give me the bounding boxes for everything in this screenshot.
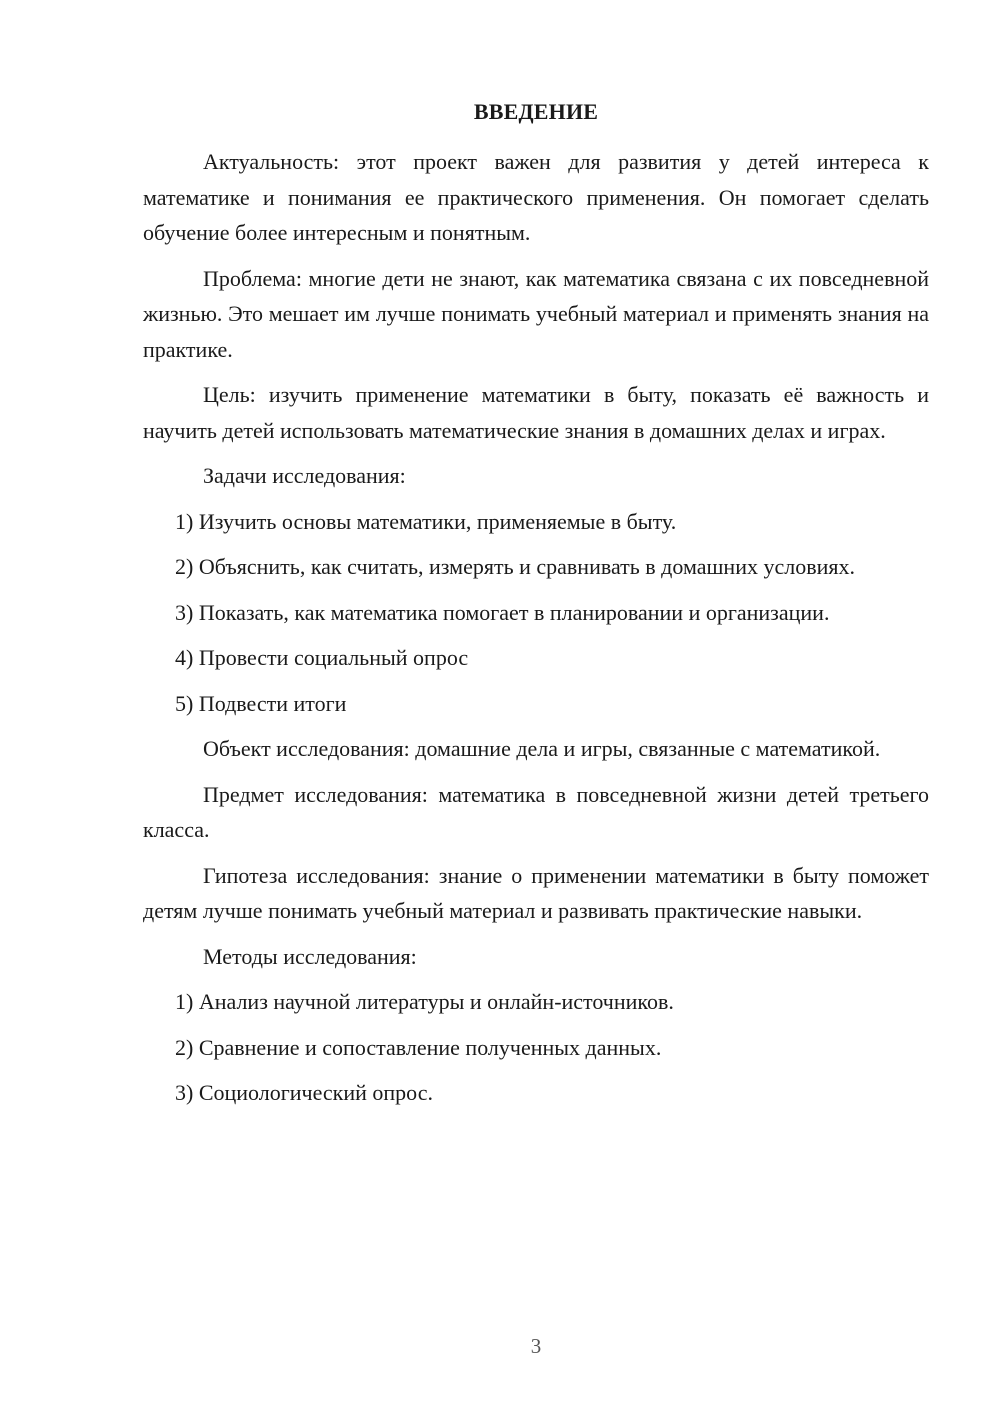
paragraph-relevance: Актуальность: этот проект важен для развития у детей интереса к математике и понимания ее практического применения. Он помогает сделать обучение более интересным и понятным. [143, 149, 929, 245]
paragraph-hypothesis: Гипотеза исследования: знание о применении математики в быту поможет детям лучше понимать учебный материал и развивать практические навыки. [143, 862, 929, 923]
method-item-2: 2) Сравнение и сопоставление полученных данных. [175, 1034, 662, 1060]
task-item-5: 5) Подвести итоги [175, 690, 347, 716]
paragraph-object: Объект исследования: домашние дела и игры, связанные с математикой. [203, 736, 881, 761]
paragraph-subject: Предмет исследования: математика в повседневной жизни детей третьего класса. [143, 781, 929, 842]
page-title: ВВЕДЕНИЕ [473, 99, 599, 124]
method-item-3: 3) Социологический опрос. [175, 1080, 433, 1105]
tasks-heading: Задачи исследования: [203, 463, 406, 488]
document-body [143, 144, 929, 1121]
task-item-4: 4) Провести социальный опрос [175, 645, 469, 670]
task-item-3: 3) Показать, как математика помогает в планировании и организации. [175, 599, 830, 625]
methods-heading: Методы исследования: [203, 943, 417, 969]
task-item-2: 2) Объяснить, как считать, измерять и сравнивать в домашних условиях. [175, 554, 856, 579]
method-item-1: 1) Анализ научной литературы и онлайн-источников. [175, 989, 674, 1014]
paragraph-problem: Проблема: многие дети не знают, как математика связана с их повседневной жизнью. Это мешает им лучше понимать учебный материал и применять знания на практике. [143, 265, 929, 362]
task-item-1: 1) Изучить основы математики, применяемые в быту. [175, 508, 677, 534]
page-number: 3 [530, 1334, 542, 1358]
paragraph-goal: Цель: изучить применение математики в быту, показать её важность и научить детей использовать математические знания в домашних делах и играх. [143, 382, 929, 443]
